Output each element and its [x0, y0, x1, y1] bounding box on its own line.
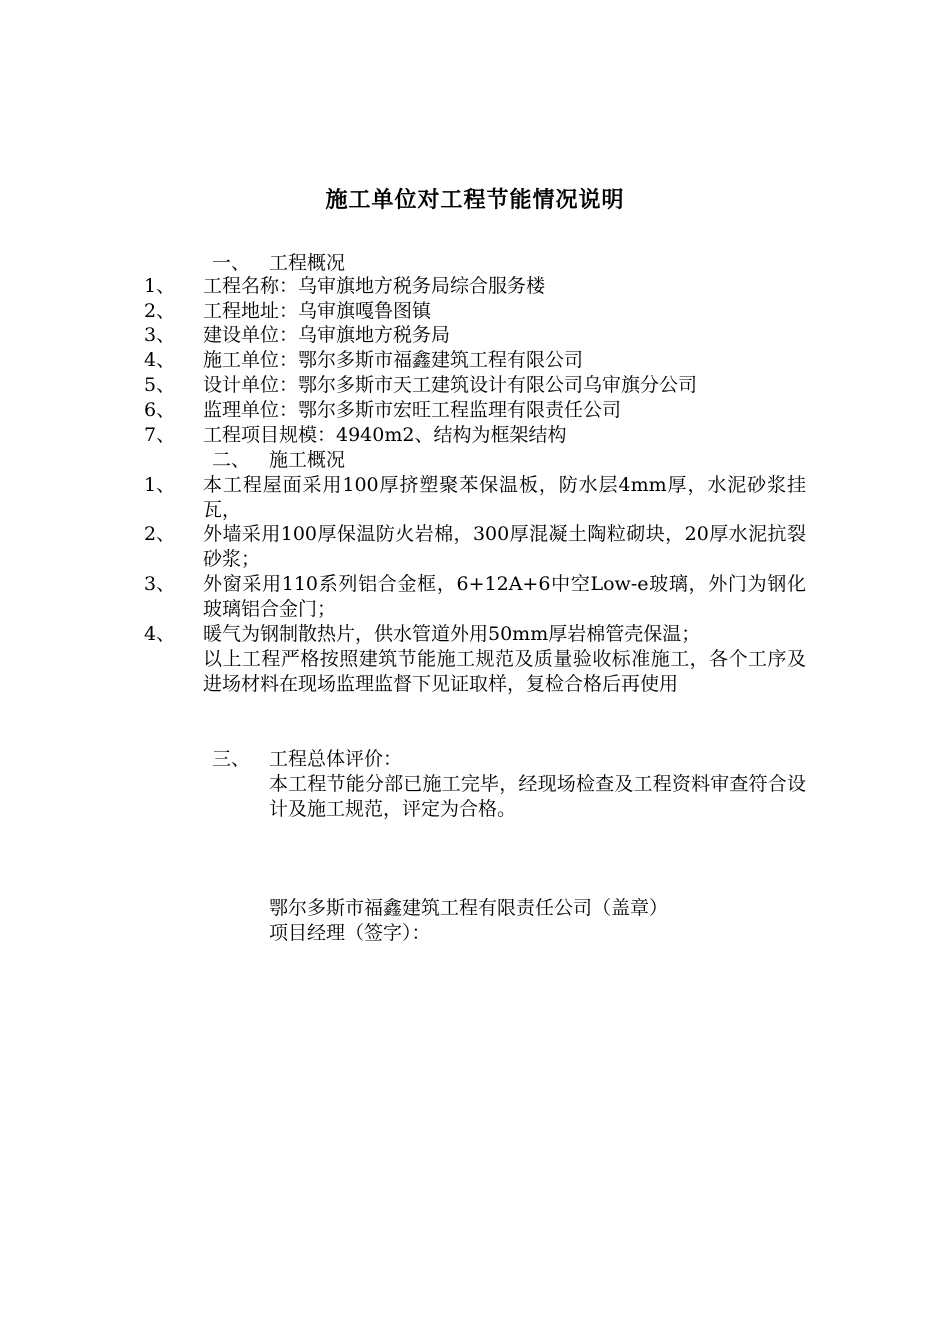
- list-item-number: 2、: [144, 523, 176, 545]
- section2-number: 二、: [212, 449, 251, 471]
- section1-heading: 工程概况: [269, 252, 346, 274]
- list-item-number: 3、: [144, 324, 176, 346]
- list-item-text: 监理单位：鄂尔多斯市宏旺工程监理有限责任公司: [203, 399, 622, 421]
- list-item-text: 暖气为钢制散热片，供水管道外用50mm厚岩棉管壳保温；: [203, 623, 701, 645]
- section3-heading: 工程总体评价：: [269, 748, 403, 770]
- list-item-number: 5、: [144, 374, 176, 396]
- list-item-number: 1、: [144, 275, 176, 297]
- list-item-number: 2、: [144, 300, 176, 322]
- document-title: 施工单位对工程节能情况说明: [325, 187, 625, 213]
- list-item-number: 1、: [144, 474, 176, 496]
- section1-number: 一、: [212, 252, 251, 274]
- list-item-text: 本工程屋面采用100厚挤塑聚苯保温板，防水层4mm厚，水泥砂浆挂瓦，: [203, 474, 806, 521]
- manager-signature-line: 项目经理（签字）：: [269, 922, 431, 944]
- list-item-text: 施工单位：鄂尔多斯市福鑫建筑工程有限公司: [203, 349, 584, 371]
- list-item-number: 6、: [144, 399, 176, 421]
- list-item-text: 工程地址：乌审旗嘎鲁图镇: [203, 300, 432, 322]
- list-item-number: 3、: [144, 573, 176, 595]
- section2-heading: 施工概况: [269, 449, 346, 471]
- evaluation-paragraph: 本工程节能分部已施工完毕，经现场检查及工程资料审查符合设计及施工规范，评定为合格。: [269, 773, 806, 820]
- section3-number: 三、: [212, 748, 251, 770]
- list-item-number: 4、: [144, 349, 176, 371]
- list-item-text: 外窗采用110系列铝合金框，6+12A+6中空Low-e玻璃，外门为钢化玻璃铝合金门；: [203, 573, 806, 620]
- list-item-text: 外墙采用100厚保温防火岩棉，300厚混凝土陶粒砌块，20厚水泥抗裂砂浆；: [203, 523, 806, 570]
- list-item-number: 7、: [144, 424, 176, 446]
- closing-paragraph: 以上工程严格按照建筑节能施工规范及质量验收标准施工，各个工序及进场材料在现场监理监督下见证取样，复检合格后再使用: [203, 648, 806, 695]
- list-item-text: 设计单位：鄂尔多斯市天工建筑设计有限公司乌审旗分公司: [203, 374, 698, 396]
- list-item-text: 建设单位：乌审旗地方税务局: [203, 324, 451, 346]
- list-item-text: 工程项目规模：4940m2、结构为框架结构: [203, 424, 567, 446]
- list-item-number: 4、: [144, 623, 176, 645]
- company-seal-line: 鄂尔多斯市福鑫建筑工程有限责任公司（盖章）: [269, 897, 669, 919]
- list-item-text: 工程名称：乌审旗地方税务局综合服务楼: [203, 275, 546, 297]
